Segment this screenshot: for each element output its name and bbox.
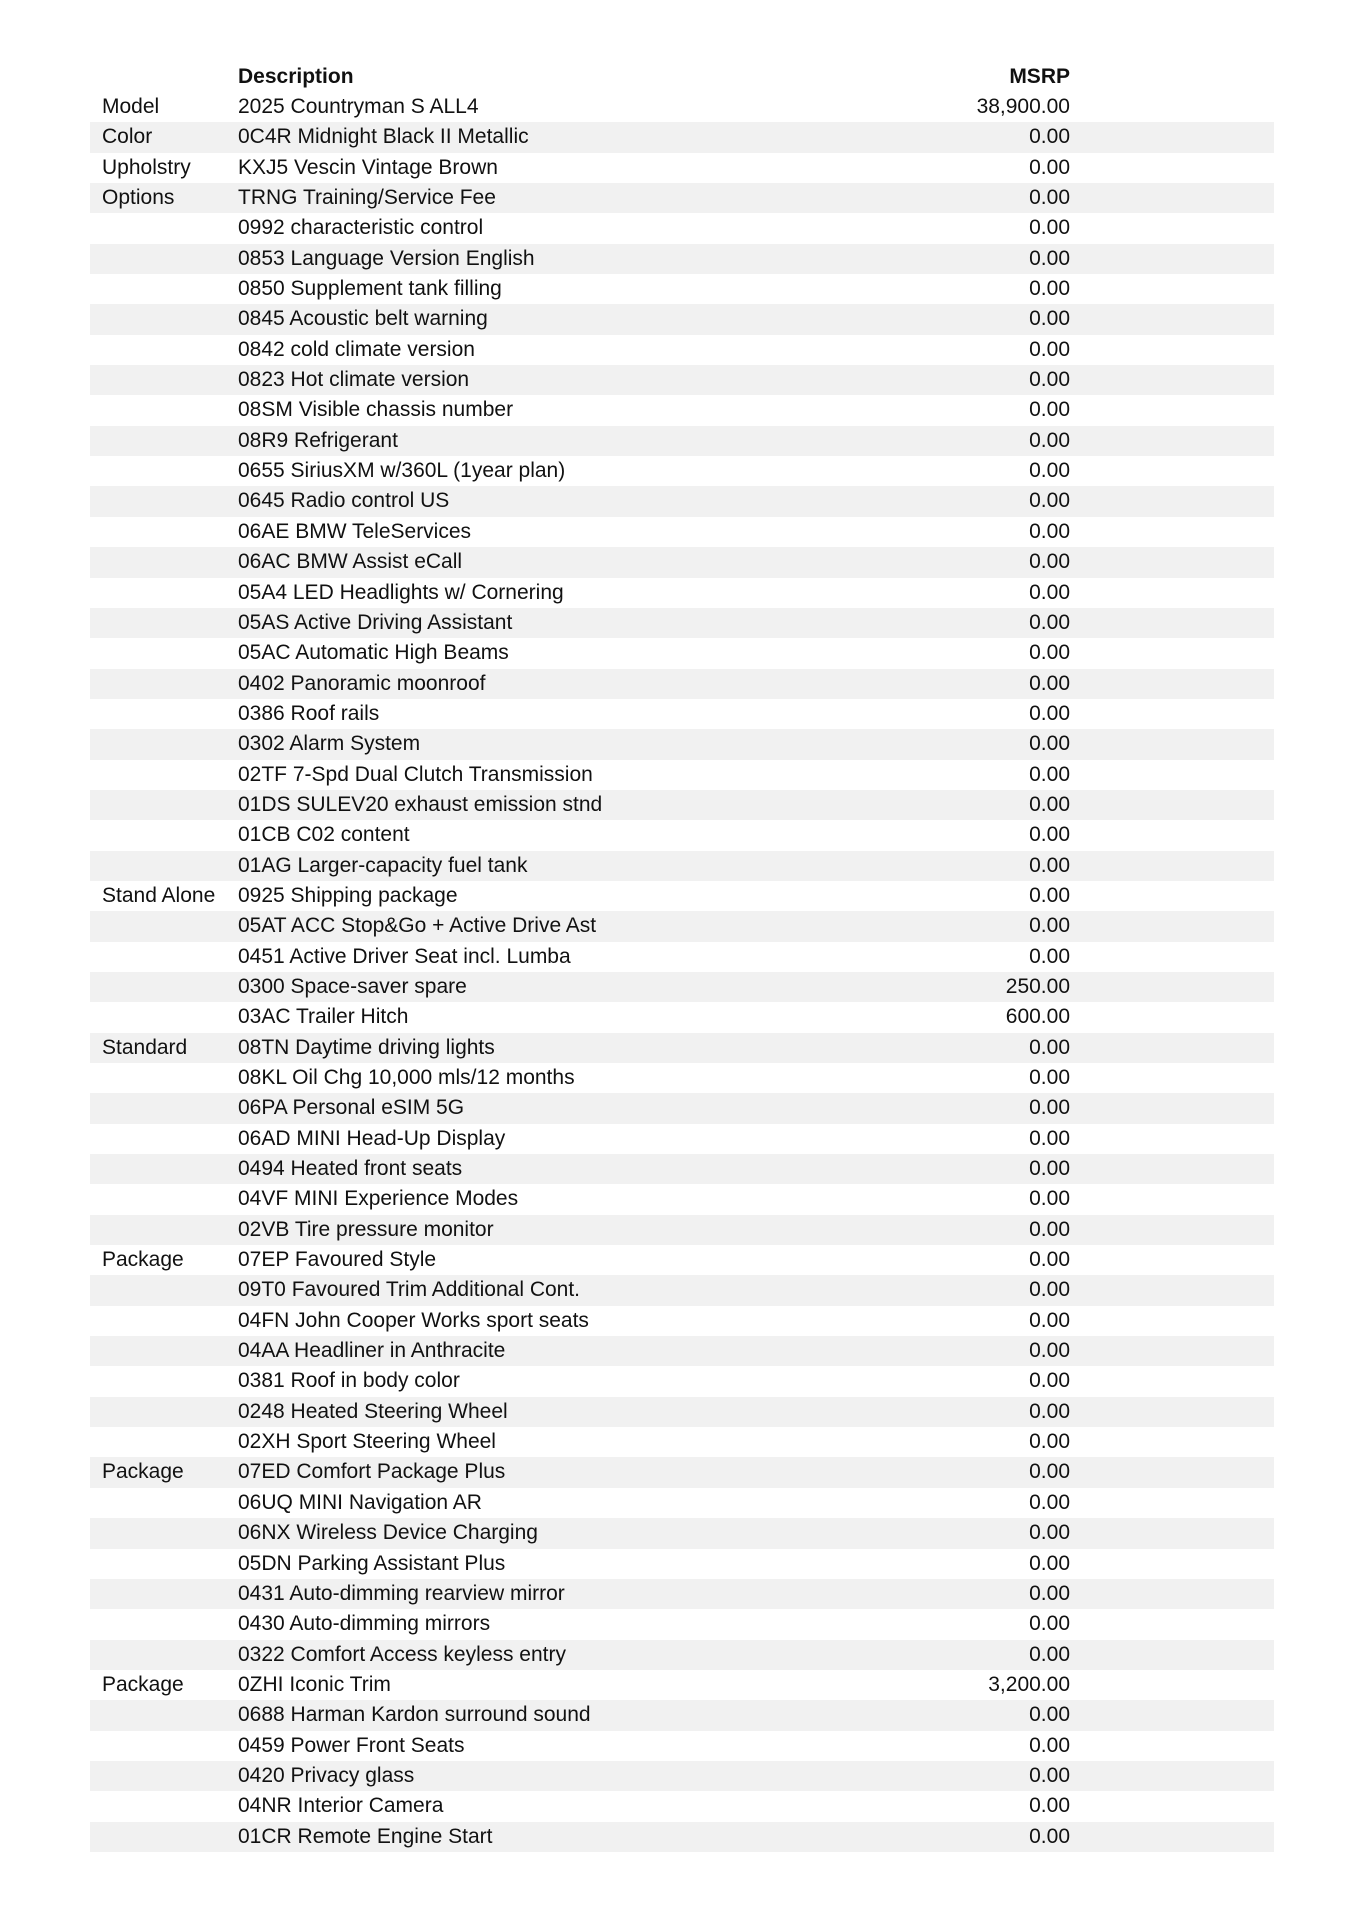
row-msrp: 0.00: [1029, 792, 1070, 816]
table-row: [90, 1609, 1274, 1639]
row-msrp: 600.00: [1005, 1005, 1070, 1029]
table-row: [90, 456, 1274, 486]
table-row: [90, 1761, 1274, 1791]
row-description: 06AC BMW Assist eCall: [238, 550, 463, 574]
table-row: [90, 153, 1274, 183]
row-description: 04NR Interior Camera: [238, 1794, 444, 1818]
row-description: 0645 Radio control US: [238, 489, 450, 513]
row-msrp: 0.00: [1029, 1733, 1070, 1757]
row-msrp: 0.00: [1029, 762, 1070, 786]
table-header: [90, 62, 1274, 92]
row-msrp: 0.00: [1029, 125, 1070, 149]
row-msrp: 0.00: [1029, 701, 1070, 725]
row-description: 0420 Privacy glass: [238, 1763, 415, 1787]
row-description: 02VB Tire pressure monitor: [238, 1217, 494, 1241]
row-msrp: 0.00: [1029, 1035, 1070, 1059]
row-description: 08R9 Refrigerant: [238, 428, 398, 452]
row-msrp: 0.00: [1029, 1339, 1070, 1363]
table-row: [90, 547, 1274, 577]
table-row: [90, 1124, 1274, 1154]
table-row: [90, 1033, 1274, 1063]
table-row: [90, 92, 1274, 122]
table-row: [90, 213, 1274, 243]
row-msrp: 3,200.00: [988, 1672, 1070, 1696]
table-row: [90, 972, 1274, 1002]
row-description: 0925 Shipping package: [238, 883, 458, 907]
row-description: KXJ5 Vescin Vintage Brown: [238, 155, 498, 179]
row-msrp: 0.00: [1029, 1551, 1070, 1575]
row-msrp: 0.00: [1029, 307, 1070, 331]
table-row: [90, 669, 1274, 699]
row-description: 05AC Automatic High Beams: [238, 641, 509, 665]
row-msrp: 0.00: [1029, 944, 1070, 968]
table-row: [90, 183, 1274, 213]
row-msrp: 0.00: [1029, 671, 1070, 695]
row-description: 02TF 7-Spd Dual Clutch Transmission: [238, 762, 593, 786]
row-msrp: 0.00: [1029, 823, 1070, 847]
row-category: Stand Alone: [102, 883, 216, 907]
row-description: 0C4R Midnight Black II Metallic: [238, 125, 529, 149]
row-category: Options: [102, 186, 175, 210]
row-description: 04AA Headliner in Anthracite: [238, 1339, 506, 1363]
row-msrp: 0.00: [1029, 1460, 1070, 1484]
table-row: [90, 729, 1274, 759]
row-msrp: 0.00: [1029, 428, 1070, 452]
row-msrp: 0.00: [1029, 246, 1070, 270]
row-msrp: 250.00: [1005, 974, 1070, 998]
table-row: [90, 820, 1274, 850]
row-description: 01AG Larger-capacity fuel tank: [238, 853, 528, 877]
row-msrp: 0.00: [1029, 1187, 1070, 1211]
table-row: [90, 1397, 1274, 1427]
row-description: TRNG Training/Service Fee: [238, 186, 496, 210]
row-description: 0300 Space-saver spare: [238, 974, 467, 998]
row-description: 06UQ MINI Navigation AR: [238, 1490, 482, 1514]
row-msrp: 0.00: [1029, 1157, 1070, 1181]
row-msrp: 0.00: [1029, 337, 1070, 361]
row-description: 0823 Hot climate version: [238, 368, 470, 392]
row-msrp: 0.00: [1029, 155, 1070, 179]
row-msrp: 0.00: [1029, 1217, 1070, 1241]
row-category: Model: [102, 95, 160, 118]
row-category: Upholstry: [102, 155, 191, 179]
row-description: 08TN Daytime driving lights: [238, 1035, 495, 1059]
row-msrp: 0.00: [1029, 1612, 1070, 1636]
table-row: [90, 1670, 1274, 1700]
row-description: 05AS Active Driving Assistant: [238, 610, 513, 634]
row-msrp: 0.00: [1029, 1248, 1070, 1272]
row-msrp: 0.00: [1029, 186, 1070, 210]
row-msrp: 0.00: [1029, 1824, 1070, 1848]
row-msrp: 0.00: [1029, 914, 1070, 938]
row-description: 03AC Trailer Hitch: [238, 1005, 409, 1029]
row-description: 0494 Heated front seats: [238, 1157, 463, 1181]
table-row: [90, 760, 1274, 790]
table-row: [90, 122, 1274, 152]
table-row: [90, 1700, 1274, 1730]
table-row: [90, 578, 1274, 608]
table-row: [90, 486, 1274, 516]
table-row: [90, 1822, 1274, 1852]
row-description: 08SM Visible chassis number: [238, 398, 514, 422]
row-msrp: 0.00: [1029, 1430, 1070, 1454]
table-row: [90, 274, 1274, 304]
row-msrp: 0.00: [1029, 459, 1070, 483]
row-description: 0381 Roof in body color: [238, 1369, 460, 1393]
table-row: [90, 1549, 1274, 1579]
row-description: 0431 Auto-dimming rearview mirror: [238, 1581, 565, 1605]
row-description: 0322 Comfort Access keyless entry: [238, 1642, 566, 1666]
row-msrp: 0.00: [1029, 1399, 1070, 1423]
price-sheet: [90, 62, 1274, 1852]
table-row: [90, 942, 1274, 972]
row-description: 02XH Sport Steering Wheel: [238, 1430, 496, 1454]
row-description: 0451 Active Driver Seat incl. Lumba: [238, 944, 571, 968]
row-msrp: 0.00: [1029, 368, 1070, 392]
row-description: 05AT ACC Stop&Go + Active Drive Ast: [238, 914, 597, 938]
msrp-column-header: MSRP: [1009, 65, 1070, 88]
row-description: 0430 Auto-dimming mirrors: [238, 1612, 491, 1636]
table-row: [90, 638, 1274, 668]
table-row: [90, 1640, 1274, 1670]
table-row: [90, 1457, 1274, 1487]
options-table: [90, 92, 1274, 1852]
row-msrp: 0.00: [1029, 1096, 1070, 1120]
row-msrp: 0.00: [1029, 610, 1070, 634]
table-row: [90, 1427, 1274, 1457]
row-msrp: 0.00: [1029, 1521, 1070, 1545]
table-row: [90, 1336, 1274, 1366]
row-msrp: 0.00: [1029, 277, 1070, 301]
table-row: [90, 881, 1274, 911]
row-description: 0302 Alarm System: [238, 732, 421, 756]
table-row: [90, 1184, 1274, 1214]
row-msrp: 0.00: [1029, 853, 1070, 877]
row-category: Color: [102, 125, 153, 149]
row-description: 06AD MINI Head-Up Display: [238, 1126, 506, 1150]
row-description: 06NX Wireless Device Charging: [238, 1521, 538, 1545]
row-msrp: 0.00: [1029, 398, 1070, 422]
row-msrp: 0.00: [1029, 641, 1070, 665]
row-category: Standard: [102, 1035, 188, 1059]
table-row: [90, 608, 1274, 638]
table-row: [90, 304, 1274, 334]
table-row: [90, 1791, 1274, 1821]
row-description: 0ZHI Iconic Trim: [238, 1672, 391, 1696]
row-msrp: 0.00: [1029, 1703, 1070, 1727]
table-row: [90, 395, 1274, 425]
row-description: 01CR Remote Engine Start: [238, 1824, 493, 1848]
row-description: 0248 Heated Steering Wheel: [238, 1399, 508, 1423]
row-description: 05DN Parking Assistant Plus: [238, 1551, 506, 1575]
row-msrp: 0.00: [1029, 1278, 1070, 1302]
row-description: 0655 SiriusXM w/360L (1year plan): [238, 459, 566, 483]
row-msrp: 0.00: [1029, 216, 1070, 240]
table-row: [90, 1306, 1274, 1336]
row-description: 2025 Countryman S ALL4: [238, 95, 479, 118]
table-row: [90, 335, 1274, 365]
table-row: [90, 790, 1274, 820]
row-description: 06PA Personal eSIM 5G: [238, 1096, 465, 1120]
row-category: Package: [102, 1460, 184, 1484]
table-row: [90, 1488, 1274, 1518]
row-description: 07ED Comfort Package Plus: [238, 1460, 506, 1484]
row-category: Package: [102, 1248, 184, 1272]
row-msrp: 0.00: [1029, 1369, 1070, 1393]
table-row: [90, 851, 1274, 881]
table-row: [90, 1731, 1274, 1761]
table-row: [90, 426, 1274, 456]
row-msrp: 0.00: [1029, 519, 1070, 543]
row-msrp: 0.00: [1029, 1490, 1070, 1514]
table-row: [90, 1215, 1274, 1245]
table-row: [90, 1154, 1274, 1184]
row-description: 04FN John Cooper Works sport seats: [238, 1308, 589, 1332]
table-row: [90, 1093, 1274, 1123]
row-description: 01DS SULEV20 exhaust emission stnd: [238, 792, 603, 816]
table-row: [90, 244, 1274, 274]
row-msrp: 0.00: [1029, 580, 1070, 604]
row-description: 09T0 Favoured Trim Additional Cont.: [238, 1278, 581, 1302]
row-msrp: 0.00: [1029, 1794, 1070, 1818]
table-row: [90, 1518, 1274, 1548]
row-description: 05A4 LED Headlights w/ Cornering: [238, 580, 564, 604]
description-column-header: Description: [238, 65, 354, 88]
row-msrp: 0.00: [1029, 883, 1070, 907]
row-description: 01CB C02 content: [238, 823, 410, 847]
row-description: 0850 Supplement tank filling: [238, 277, 502, 301]
row-msrp: 0.00: [1029, 1066, 1070, 1089]
row-msrp: 0.00: [1029, 1642, 1070, 1666]
row-description: 0459 Power Front Seats: [238, 1733, 465, 1757]
table-row: [90, 1245, 1274, 1275]
row-msrp: 0.00: [1029, 1581, 1070, 1605]
row-msrp: 0.00: [1029, 1763, 1070, 1787]
row-description: 08KL Oil Chg 10,000 mls/12 months: [238, 1066, 575, 1089]
table-row: [90, 1579, 1274, 1609]
table-row: [90, 365, 1274, 395]
row-description: 04VF MINI Experience Modes: [238, 1187, 519, 1211]
row-description: 0992 characteristic control: [238, 216, 484, 240]
row-description: 06AE BMW TeleServices: [238, 519, 472, 543]
table-row: [90, 517, 1274, 547]
row-description: 0688 Harman Kardon surround sound: [238, 1703, 591, 1727]
table-row: [90, 1275, 1274, 1305]
row-description: 0845 Acoustic belt warning: [238, 307, 488, 331]
row-msrp: 0.00: [1029, 550, 1070, 574]
table-row: [90, 1002, 1274, 1032]
table-row: [90, 1366, 1274, 1396]
row-msrp: 38,900.00: [976, 95, 1070, 118]
row-description: 0402 Panoramic moonroof: [238, 671, 486, 695]
table-row: [90, 1063, 1274, 1093]
row-msrp: 0.00: [1029, 489, 1070, 513]
table-row: [90, 911, 1274, 941]
row-description: 0386 Roof rails: [238, 701, 380, 725]
table-row: [90, 699, 1274, 729]
row-category: Package: [102, 1672, 184, 1696]
row-msrp: 0.00: [1029, 732, 1070, 756]
row-description: 0842 cold climate version: [238, 337, 475, 361]
row-msrp: 0.00: [1029, 1308, 1070, 1332]
row-msrp: 0.00: [1029, 1126, 1070, 1150]
row-description: 07EP Favoured Style: [238, 1248, 437, 1272]
row-description: 0853 Language Version English: [238, 246, 535, 270]
